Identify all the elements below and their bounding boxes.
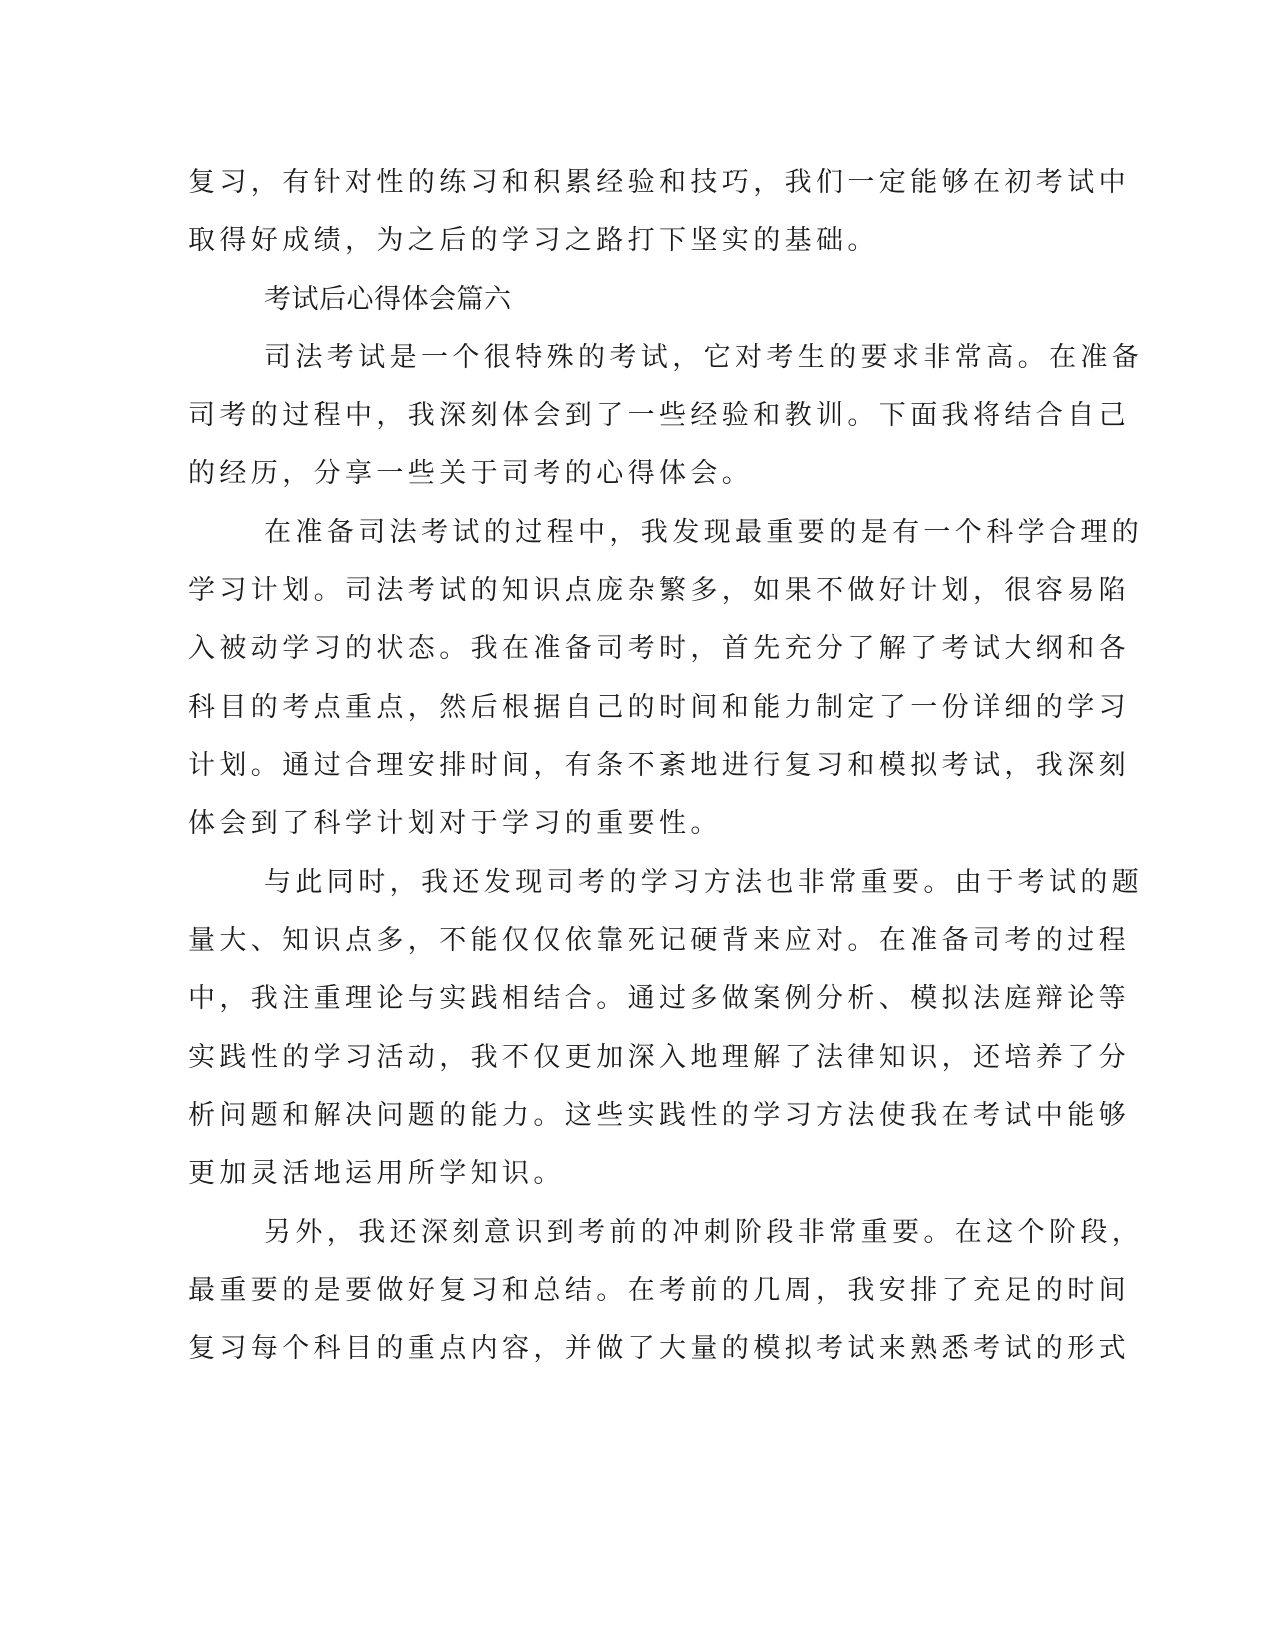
paragraph-line: 最重要的是要做好复习和总结。在考前的几周，我安排了充足的时间 <box>188 1275 1130 1306</box>
paragraph-line: 量大、知识点多，不能仅仅依靠死记硬背来应对。在准备司考的过程 <box>188 925 1130 956</box>
text-line: 取得好成绩，为之后的学习之路打下坚实的基础。 <box>188 225 879 256</box>
paragraph-line: 司法考试是一个很特殊的考试，它对考生的要求非常高。在准备 <box>264 342 1144 373</box>
paragraph-line: 在准备司法考试的过程中，我发现最重要的是有一个科学合理的 <box>264 517 1144 548</box>
paragraph-line: 实践性的学习活动，我不仅更加深入地理解了法律知识，还培养了分 <box>188 1042 1130 1073</box>
paragraph-line: 复习每个科目的重点内容，并做了大量的模拟考试来熟悉考试的形式 <box>188 1333 1130 1364</box>
paragraph-line: 另外，我还深刻意识到考前的冲刺阶段非常重要。在这个阶段， <box>264 1217 1144 1248</box>
paragraph-line: 与此同时，我还发现司考的学习方法也非常重要。由于考试的题 <box>264 867 1144 898</box>
paragraph-line: 入被动学习的状态。我在准备司考时，首先充分了解了考试大纲和各 <box>188 633 1130 664</box>
paragraph-line: 中，我注重理论与实践相结合。通过多做案例分析、模拟法庭辩论等 <box>188 983 1130 1014</box>
paragraph-line: 析问题和解决问题的能力。这些实践性的学习方法使我在考试中能够 <box>188 1100 1130 1131</box>
text-line: 复习，有针对性的练习和积累经验和技巧，我们一定能够在初考试中 <box>188 167 1130 198</box>
paragraph-line: 更加灵活地运用所学知识。 <box>188 1158 565 1189</box>
paragraph-line: 的经历，分享一些关于司考的心得体会。 <box>188 458 754 489</box>
paragraph-line: 体会到了科学计划对于学习的重要性。 <box>188 808 722 839</box>
paragraph-line: 计划。通过合理安排时间，有条不紊地进行复习和模拟考试，我深刻 <box>188 750 1130 781</box>
paragraph-line: 科目的考点重点，然后根据自己的时间和能力制定了一份详细的学习 <box>188 692 1130 723</box>
paragraph-line: 司考的过程中，我深刻体会到了一些经验和教训。下面我将结合自己 <box>188 400 1130 431</box>
section-heading: 考试后心得体会篇六 <box>264 284 512 315</box>
paragraph-line: 学习计划。司法考试的知识点庞杂繁多，如果不做好计划，很容易陷 <box>188 575 1130 606</box>
